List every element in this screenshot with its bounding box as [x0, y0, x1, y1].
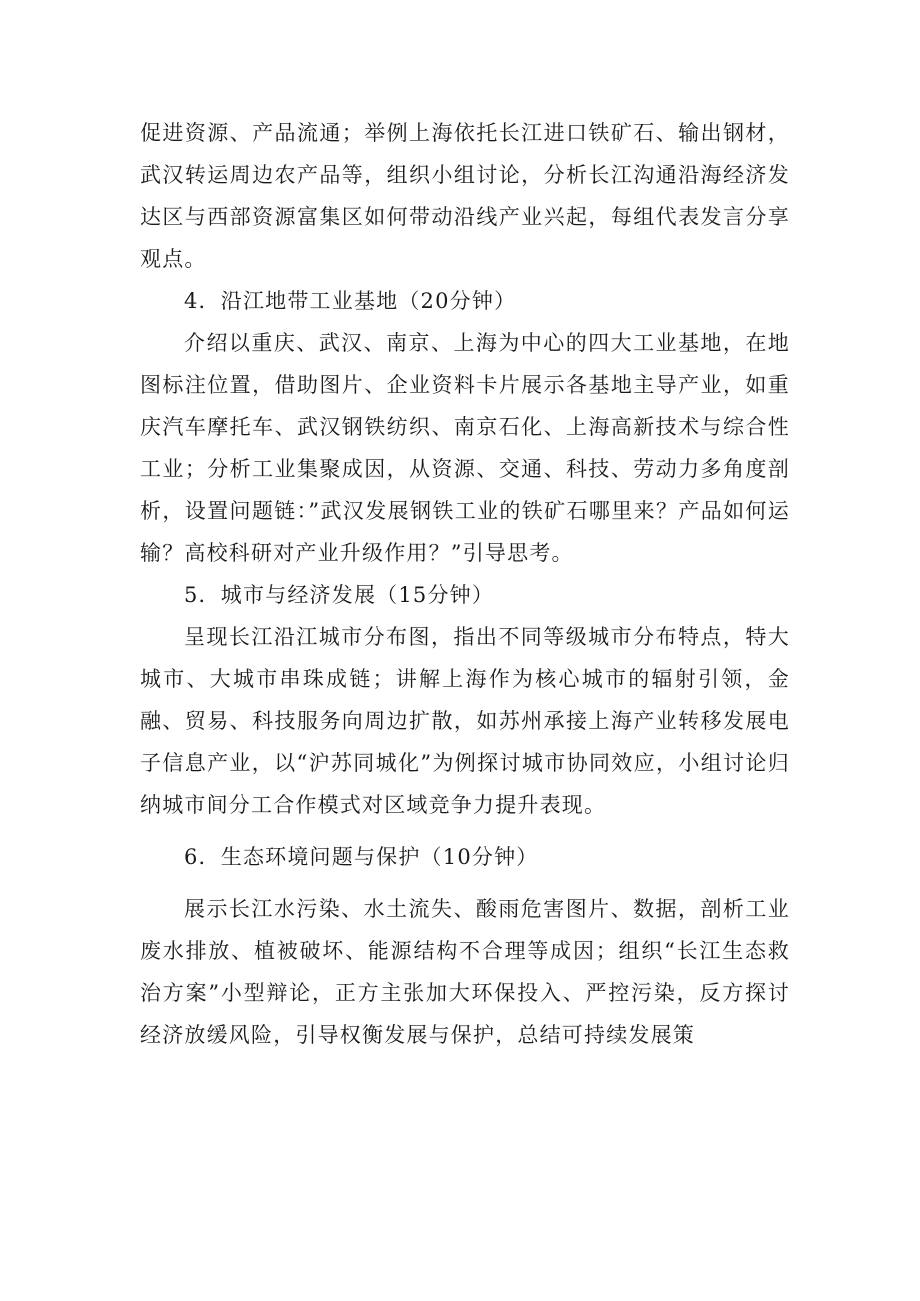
document-body [140, 112, 790, 1056]
section-heading-4: 4．沿江地带工业基地（20分钟） [184, 289, 517, 313]
section-heading-6: 6．生态环境问题与保护（10分钟） [184, 845, 539, 869]
paragraph-intro-continuation: 促进资源、产品流通；举例上海依托长江进口铁矿石、输出钢材，武汉转运周边农产品等，组织小组讨论，分析长江沟通沿海经济发达区与西部资源富集区如何带动沿线产业兴起，每组代表发言分享观点。 [140, 121, 790, 271]
paragraph-section-6: 展示长江水污染、水土流失、酸雨危害图片、数据，剖析工业废水排放、植被破坏、能源结构不合理等成因；组织“长江生态救治方案”小型辩论，正方主张加大环保投入、严控污染，反方探讨经济放缓风险，引导权衡发展与保护，总结可持续发展策 [140, 897, 790, 1047]
paragraph-section-5: 呈现长江沿江城市分布图，指出不同等级城市分布特点，特大城市、大城市串珠成链；讲解上海作为核心城市的辐射引领，金融、贸易、科技服务向周边扩散，如苏州承接上海产业转移发展电子信息产业，以“沪苏同城化”为例探讨城市协同效应，小组讨论归纳城市间分工合作模式对区域竞争力提升表现。 [140, 625, 790, 817]
paragraph-section-4: 介绍以重庆、武汉、南京、上海为中心的四大工业基地，在地图标注位置，借助图片、企业资料卡片展示各基地主导产业，如重庆汽车摩托车、武汉钢铁纺织、南京石化、上海高新技术与综合性工业；分析工业集聚成因，从资源、交通、科技、劳动力多角度剖析，设置问题链：”武汉发展钢铁工业的铁矿石哪里来？产品如何运输？高校科研对产业升级作用？”引导思考。 [140, 331, 790, 565]
section-heading-5: 5．城市与经济发展（15分钟） [184, 583, 495, 607]
